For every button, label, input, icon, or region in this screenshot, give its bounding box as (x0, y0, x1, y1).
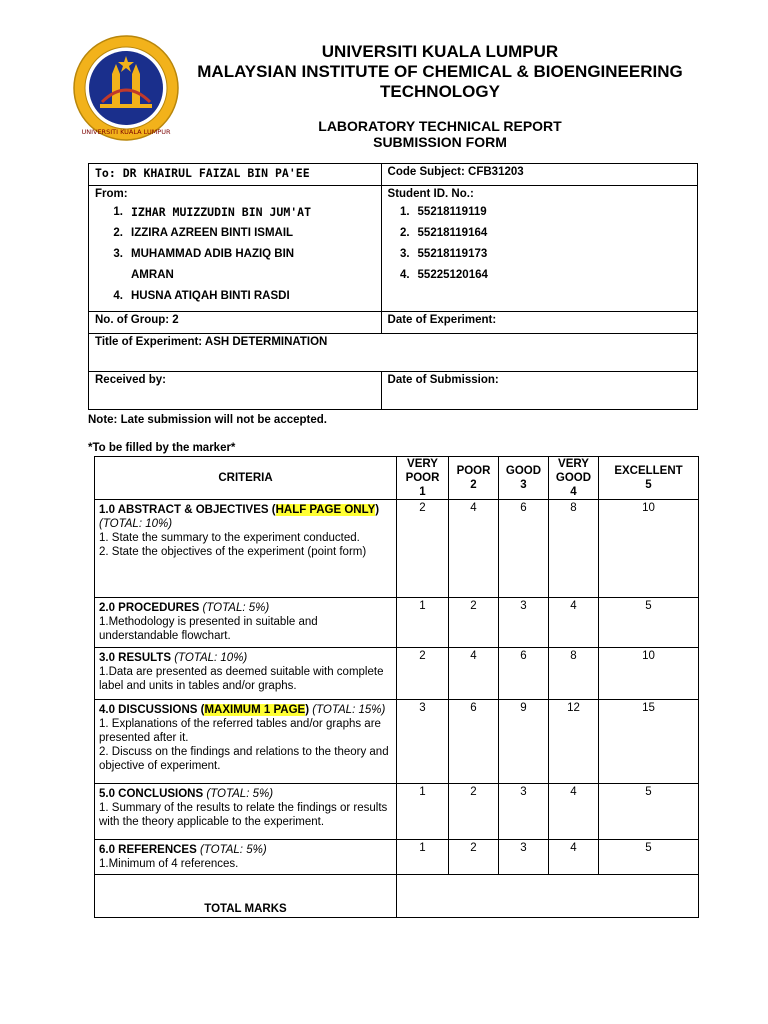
score-cell: 5 (599, 784, 699, 840)
level-header-good: GOOD 3 (499, 457, 549, 500)
score-cell: 1 (397, 598, 449, 648)
score-cell: 12 (549, 700, 599, 784)
score-cell: 5 (599, 840, 699, 875)
score-cell: 10 (599, 648, 699, 700)
score-cell: 9 (499, 700, 549, 784)
criteria-procedures: 2.0 PROCEDURES (TOTAL: 5%) 1.Methodology is presented in suitable and understandable flowchart. (95, 598, 397, 648)
score-cell: 6 (499, 648, 549, 700)
table-row (95, 700, 699, 784)
score-cell: 15 (599, 700, 699, 784)
level-header-very-poor: VERY POOR 1 (397, 457, 449, 500)
score-cell: 4 (549, 598, 599, 648)
total-marks-label: TOTAL MARKS (95, 875, 397, 918)
score-cell: 4 (449, 500, 499, 598)
student-id: 55218119164 (417, 227, 488, 239)
form-subtitle: SUBMISSION FORM (373, 134, 507, 150)
score-cell: 3 (499, 598, 549, 648)
list-item: 2. 55218119164 (388, 223, 691, 244)
date-of-submission-field: Date of Submission: (381, 372, 697, 410)
total-marks-value (397, 875, 699, 918)
score-cell: 1 (397, 784, 449, 840)
date-of-experiment-field: Date of Experiment: (381, 312, 697, 334)
student-id: 55218119173 (417, 248, 488, 260)
member-list (95, 202, 375, 307)
submission-info-table (88, 163, 698, 410)
criteria-results: 3.0 RESULTS (TOTAL: 10%) 1.Data are presented as deemed suitable with complete label and units in tables and/or graphs. (95, 648, 397, 700)
total-marks-row (95, 875, 699, 918)
list-item: 3. MUHAMMAD ADIB HAZIQ BIN AMRAN (113, 248, 295, 281)
level-header-very-good: VERY GOOD 4 (549, 457, 599, 500)
member-name: IZHAR MUIZZUDIN BIN JUM'AT (131, 205, 312, 219)
table-row (95, 840, 699, 875)
university-logo (72, 34, 180, 142)
score-cell: 2 (397, 500, 449, 598)
score-cell: 5 (599, 598, 699, 648)
student-id-label: Student ID. No.: (387, 188, 474, 200)
score-cell: 1 (397, 840, 449, 875)
list-item: 4. 55225120164 (388, 265, 691, 286)
score-cell: 10 (599, 500, 699, 598)
institute-name: MALAYSIAN INSTITUTE OF CHEMICAL & BIOENGINEERING (197, 62, 683, 81)
member-name: IZZIRA AZREEN BINTI ISMAIL (131, 227, 294, 239)
student-id-cell (381, 186, 697, 312)
criteria-conclusions: 5.0 CONCLUSIONS (TOTAL: 5%) 1. Summary of the results to relate the findings or results with the theory applicable to the experiment. (95, 784, 397, 840)
member-name: MUHAMMAD ADIB HAZIQ BIN (131, 248, 295, 260)
received-by-field: Received by: (89, 372, 382, 410)
form-title: LABORATORY TECHNICAL REPORT (318, 118, 562, 134)
student-id: 55218119119 (417, 206, 487, 218)
score-cell: 6 (499, 500, 549, 598)
id-list (388, 202, 691, 286)
score-cell: 8 (549, 500, 599, 598)
table-row (95, 598, 699, 648)
table-row (95, 784, 699, 840)
score-cell: 4 (449, 648, 499, 700)
criteria-discussions: 4.0 DISCUSSIONS (MAXIMUM 1 PAGE) (TOTAL: 15%) 1. Explanations of the referred tables and/or graphs are presented after it. 2. Discuss on the findings and relations to the theory and objective of experiment. (95, 700, 397, 784)
score-cell: 4 (549, 784, 599, 840)
institute-name-line2: TECHNOLOGY (380, 82, 500, 101)
logo-text: UNIVERSITI KUALA LUMPUR (81, 128, 171, 136)
list-item: 1. IZHAR MUIZZUDIN BIN JUM'AT (95, 202, 375, 223)
criteria-abstract-objectives: 1.0 ABSTRACT & OBJECTIVES (HALF PAGE ONLY) (TOTAL: 10%) 1. State the summary to the experiment conducted. 2. State the objectives of the experiment (point form) (95, 500, 397, 598)
list-item: 4. HUSNA ATIQAH BINTI RASDI (95, 286, 375, 307)
to-field: To: DR KHAIRUL FAIZAL BIN PA'EE (89, 164, 382, 186)
score-cell: 2 (449, 840, 499, 875)
list-item: 2. IZZIRA AZREEN BINTI ISMAIL (95, 223, 375, 244)
list-item: 3. 55218119173 (388, 244, 691, 265)
title-of-experiment-field: Title of Experiment: ASH DETERMINATION (89, 334, 698, 372)
table-row (95, 500, 699, 598)
late-submission-note: Note: Late submission will not be accepted. (88, 414, 327, 426)
group-number-field: No. of Group: 2 (89, 312, 382, 334)
from-label: From: (95, 188, 128, 200)
score-cell: 8 (549, 648, 599, 700)
highlight-half-page: HALF PAGE ONLY (275, 504, 376, 516)
table-row (95, 648, 699, 700)
score-cell: 2 (397, 648, 449, 700)
level-header-poor: POOR 2 (449, 457, 499, 500)
criteria-header: CRITERIA (95, 457, 397, 500)
code-subject-field: Code Subject: CFB31203 (381, 164, 697, 186)
highlight-maximum-1-page: MAXIMUM 1 PAGE (204, 704, 306, 716)
level-header-excellent: EXCELLENT 5 (599, 457, 699, 500)
university-name: UNIVERSITI KUALA LUMPUR (321, 42, 559, 61)
score-cell: 3 (499, 840, 549, 875)
criteria-references: 6.0 REFERENCES (TOTAL: 5%) 1.Minimum of 4 references. (95, 840, 397, 875)
member-name: HUSNA ATIQAH BINTI RASDI (131, 290, 290, 302)
marker-note: *To be filled by the marker* (88, 442, 236, 454)
score-cell: 6 (449, 700, 499, 784)
score-cell: 2 (449, 784, 499, 840)
score-cell: 3 (499, 784, 549, 840)
member-name-line2: AMRAN (131, 269, 174, 281)
score-cell: 4 (549, 840, 599, 875)
score-cell: 2 (449, 598, 499, 648)
list-item: 1. 55218119119 (388, 202, 691, 223)
score-cell: 3 (397, 700, 449, 784)
marking-rubric-table (94, 456, 699, 918)
student-id: 55225120164 (417, 269, 488, 281)
from-cell (89, 186, 382, 312)
